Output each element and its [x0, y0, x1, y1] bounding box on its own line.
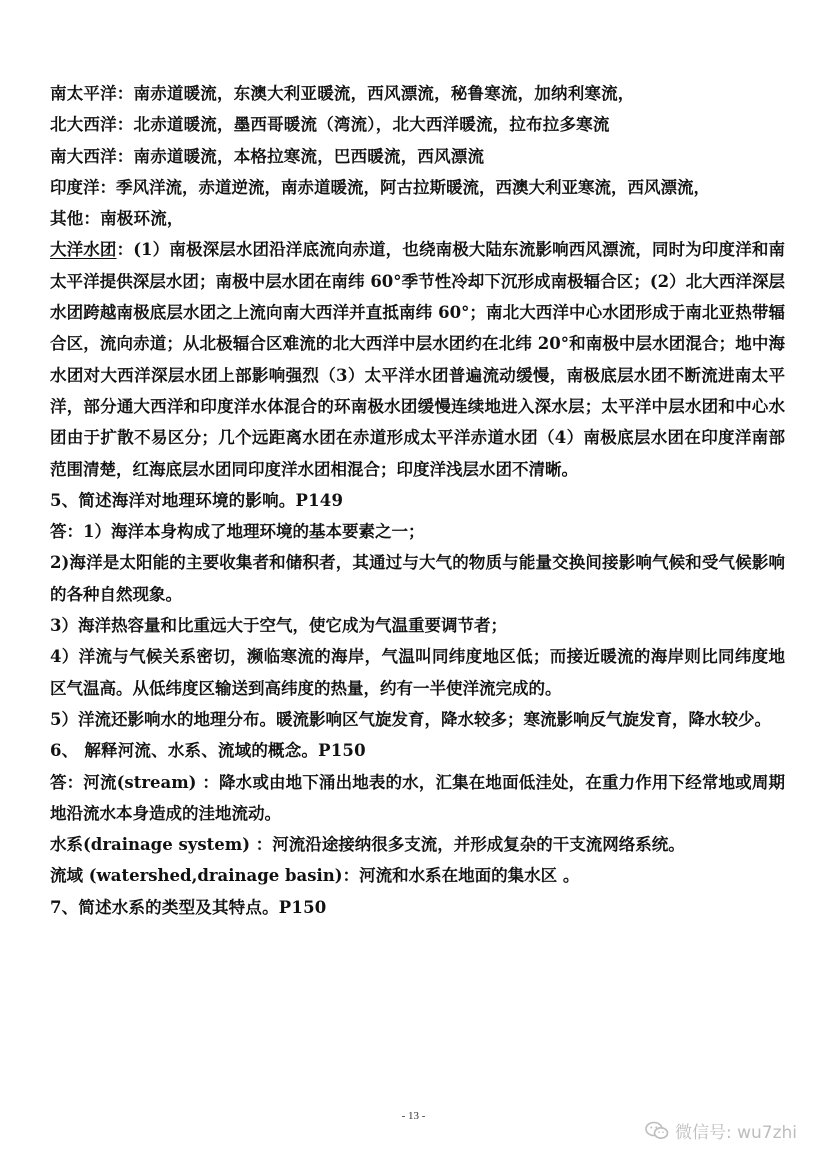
water-masses-text: ：(1）南极深层水团沿洋底流向赤道，也绕南极大陆东流影响西风漂流，同时为印度洋和南太平洋提供深层水团；南极中层水团在南纬 60°季节性冷却下沉形成南极辐合区；(2）北大西洋深层水团跨越南极底层水团之上流向南大西洋并直抵南纬 60°；南北大西洋中心水团形成于南北亚热带辐合区，流向赤道；从北极辐合区难流的北大西洋中层水团约在北纬 20°和南极中层水团混合；地中海水团对大西洋深层水团上部影响强烈（3）太平洋水团普遍流动缓慢，南极底层水团不断流进南太平洋，部分通大西洋和印度洋水体混合的环南极水团缓慢连续地进入深水层；太平洋中层水团和中心水团由于扩散不易区分；几个远距离水团在赤道形成太平洋赤道水团（4）南极底层水团在印度洋南部范围清楚，红海底层水团同印度洋水团相混合；印度洋浅层水团不清晰。	[50, 240, 785, 479]
water-masses-label: 大洋水团	[50, 240, 117, 260]
others-line: 其他：南极环流，	[50, 209, 184, 229]
q5-answer-2: 2)海洋是太阳能的主要收集者和储积者，其通过与大气的物质与能量交换间接影响气候和受气候影响的各种自然现象。	[50, 553, 785, 604]
question-7-title: 7、简述水系的类型及其特点。P150	[50, 897, 327, 917]
south-atlantic-line: 南大西洋：南赤道暖流，本格拉寒流，巴西暖流，西风漂流	[50, 146, 485, 166]
wechat-watermark	[645, 1118, 797, 1143]
document-body	[50, 78, 785, 923]
question-6-title: 6、 解释河流、水系、流域的概念。P150	[50, 741, 366, 761]
question-5-title: 5、简述海洋对地理环境的影响。P149	[50, 490, 344, 510]
q6-answer-stream: 答：河流(stream) ：降水或由地下涌出地表的水，汇集在地面低洼处，在重力作用下经常地或周期地沿流水本身造成的洼地流动。	[50, 772, 785, 823]
q6-answer-drainage-system: 水系(drainage system) ：河流沿途接纳很多支流，并形成复杂的干支流网络系统。	[50, 835, 685, 855]
q6-answer-watershed: 流域 (watershed,drainage basin)：河流和水系在地面的集水区 。	[50, 866, 580, 886]
q5-answer-5: 5）洋流还影响水的地理分布。暖流影响区气旋发育，降水较多；寒流影响反气旋发育，降水较少。	[50, 709, 771, 729]
watermark-text: 微信号: wu7zhi	[674, 1123, 797, 1143]
q5-answer-4: 4）洋流与气候关系密切，濒临寒流的海岸，气温叫同纬度地区低；而接近暖流的海岸则比同纬度地区气温高。从低纬度区输送到高纬度的热量，约有一半使洋流完成的。	[50, 647, 785, 698]
water-masses-paragraph	[50, 234, 785, 484]
north-atlantic-line: 北大西洋：北赤道暖流，墨西哥暖流（湾流），北大西洋暖流，拉布拉多寒流	[50, 115, 610, 135]
south-pacific-line: 南太平洋：南赤道暖流，东澳大利亚暖流，西风漂流，秘鲁寒流，加纳利寒流，	[50, 84, 635, 103]
page-number: - 13 -	[401, 1110, 426, 1122]
q5-answer-1: 答：1）海洋本身构成了地理环境的基本要素之一；	[50, 522, 425, 542]
indian-ocean-paragraph: 印度洋：季风洋流，赤道逆流，南赤道暖流，阿古拉斯暖流，西澳大利亚寒流，西风漂流，	[50, 177, 710, 197]
wechat-icon	[645, 1121, 669, 1141]
q5-answer-3: 3）海洋热容量和比重远大于空气，使它成为气温重要调节者；	[50, 616, 507, 636]
